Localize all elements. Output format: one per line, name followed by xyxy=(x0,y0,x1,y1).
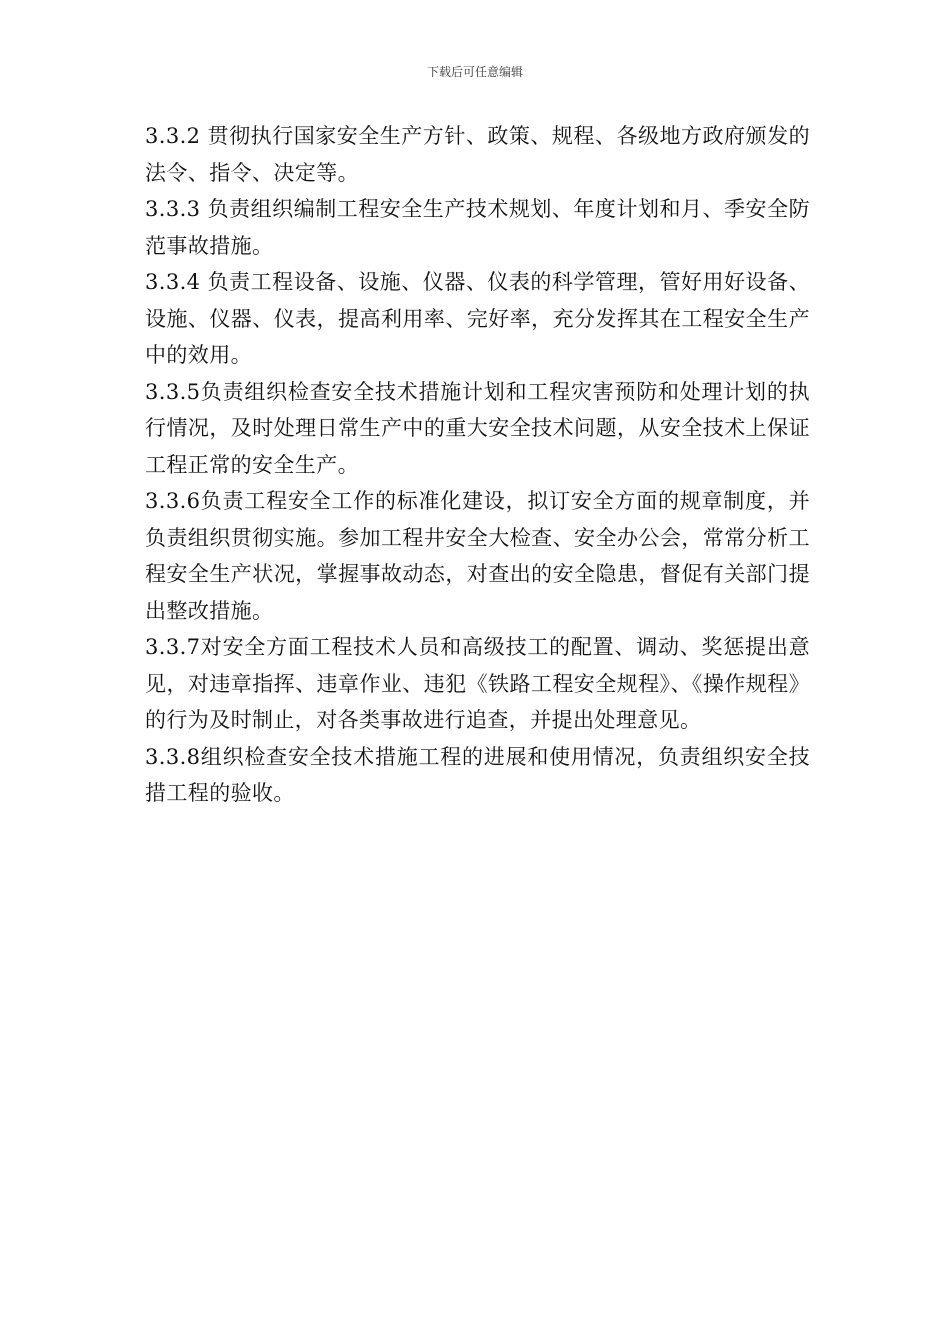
paragraph-3-3-8: 3.3.8组织检查安全技术措施工程的进展和使用情况，负责组织安全技措工程的验收。 xyxy=(145,744,810,805)
paragraph-3-3-6: 3.3.6负责工程安全工作的标准化建设，拟订安全方面的规章制度，并负责组织贯彻实施。参加工程井安全大检查、安全办公会，常常分析工程安全生产状况，掌握事故动态，对查出的安全隐患，督促有关部门提出整改措施。 xyxy=(145,489,810,623)
paragraph-3-3-7: 3.3.7对安全方面工程技术人员和高级技工的配置、调动、奖惩提出意见，对违章指挥、违章作业、违犯《铁路工程安全规程》、《操作规程》的行为及时制止，对各类事故进行追查，并提出处理意见。 xyxy=(145,635,810,732)
paragraph-3-3-2: 3.3.2 贯彻执行国家安全生产方针、政策、规程、各级地方政府颁发的法令、指令、决定等。 xyxy=(145,124,810,185)
document-body xyxy=(145,118,810,812)
page-header-note: 下载后可任意编辑 xyxy=(426,65,523,79)
paragraph-3-3-3: 3.3.3 负责组织编制工程安全生产技术规划、年度计划和月、季安全防范事故措施。 xyxy=(145,197,810,258)
paragraph-3-3-5: 3.3.5负责组织检查安全技术措施计划和工程灾害预防和处理计划的执行情况，及时处理日常生产中的重大安全技术问题，从安全技术上保证工程正常的安全生产。 xyxy=(145,379,810,477)
paragraph-3-3-4: 3.3.4 负责工程设备、设施、仪器、仪表的科学管理，管好用好设备、设施、仪器、仪表，提高利用率、完好率，充分发挥其在工程安全生产中的效用。 xyxy=(145,270,810,367)
